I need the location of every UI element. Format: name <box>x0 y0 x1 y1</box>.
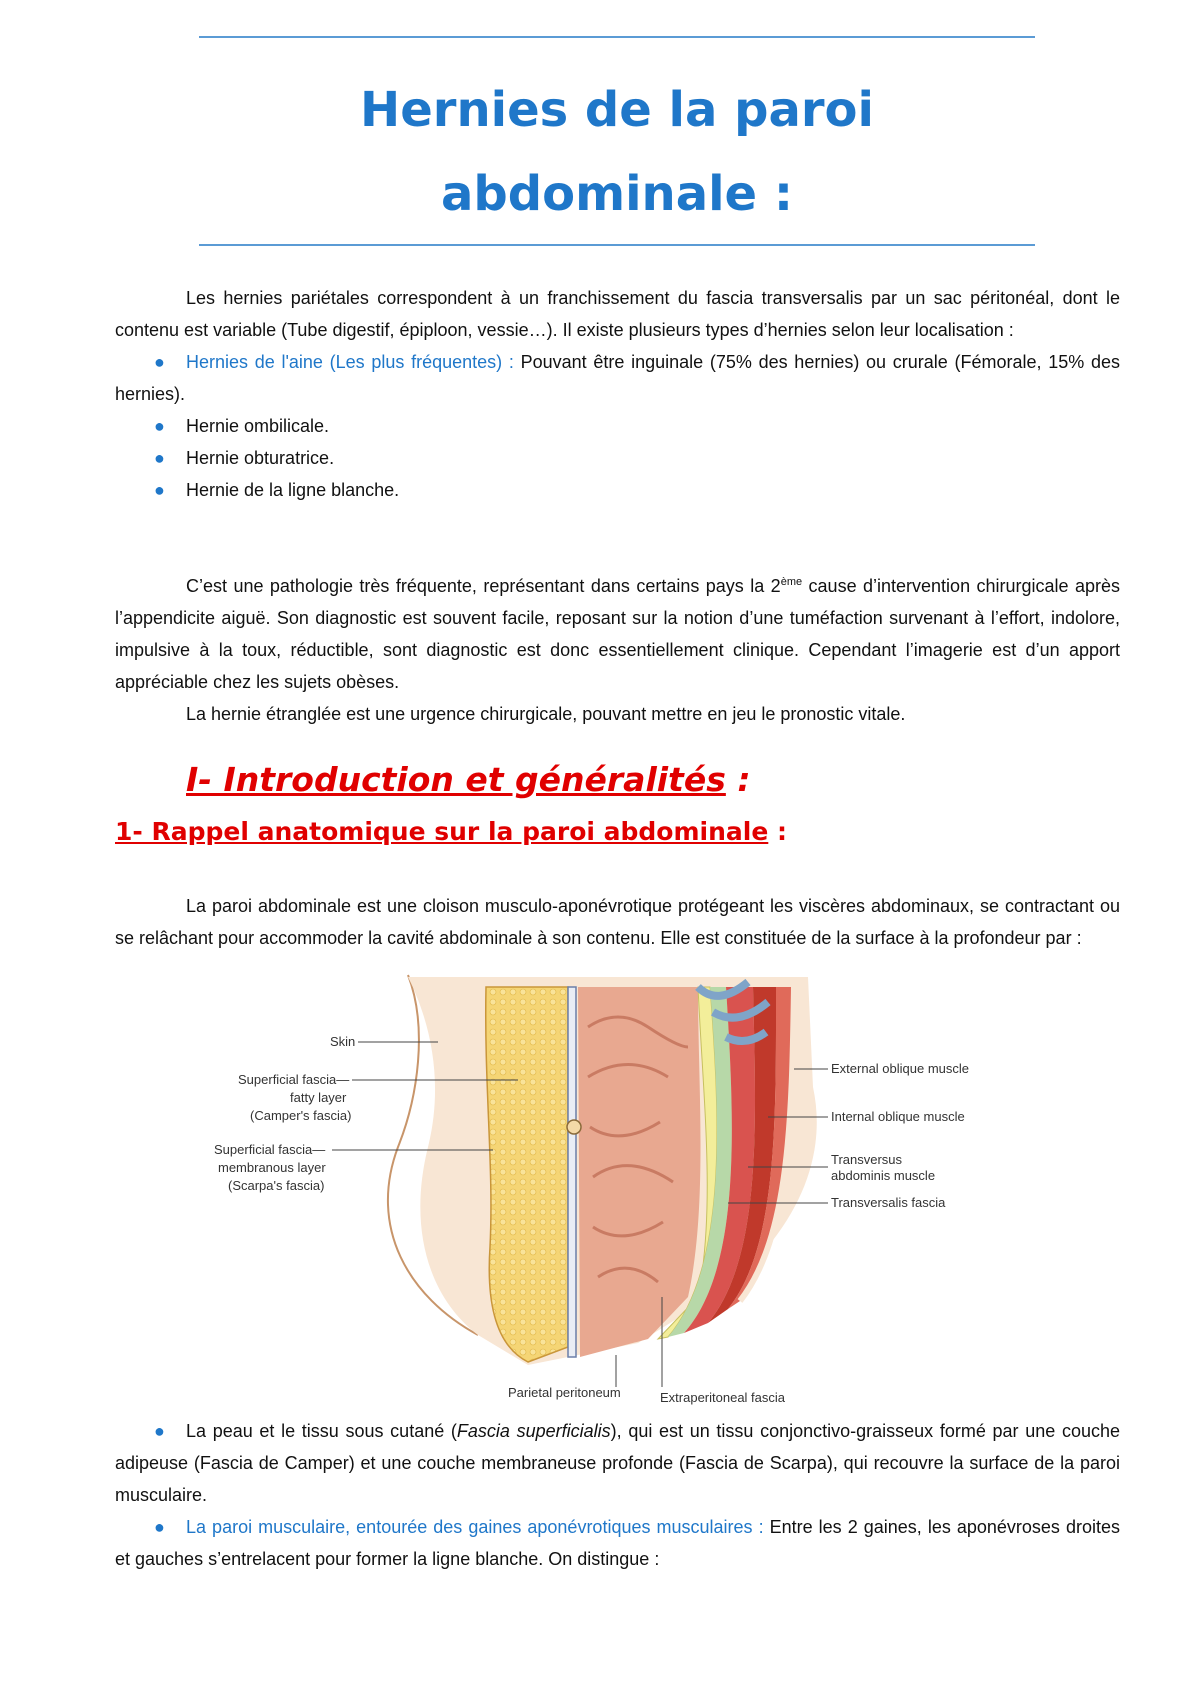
label-membranous-1: Superficial fascia— <box>214 1142 326 1157</box>
label-fatty-1: Superficial fascia— <box>238 1072 350 1087</box>
label-membranous-3: (Scarpa's fascia) <box>228 1178 325 1193</box>
hernia-types-list <box>115 346 1120 506</box>
layers-block <box>115 1415 1120 1575</box>
bullet-icon: ● <box>154 480 165 500</box>
fatty-layer <box>486 987 568 1362</box>
layers-list <box>115 1415 1120 1575</box>
label-transversus-2: abdominis muscle <box>831 1168 936 1183</box>
label-membranous-2: membranous layer <box>218 1160 326 1175</box>
label-internal-oblique: Internal oblique muscle <box>831 1109 965 1124</box>
list-item-label: Hernies de l'aine (Les plus fréquentes) : <box>186 352 514 372</box>
label-fatty-2: fatty layer <box>290 1090 347 1105</box>
bullet-icon: ● <box>154 1421 165 1441</box>
list-item: ● La paroi musculaire, entourée des gaines aponévrotiques musculaires : Entre les 2 gaines, les aponévroses droites et gauches s’entrelacent pour former la ligne blanche. On distingue : <box>115 1511 1120 1575</box>
label-transversus-1: Transversus <box>831 1152 903 1167</box>
intro-block <box>115 282 1120 506</box>
linea-alba <box>568 987 576 1357</box>
intestines <box>578 987 701 1357</box>
section-heading-1-1: 1- Rappel anatomique sur la paroi abdominale : <box>115 817 787 846</box>
title-rule-top <box>199 36 1035 38</box>
list-item <box>115 474 1120 506</box>
anatomy-block <box>115 890 1120 954</box>
pathology-paragraph: C’est une pathologie très fréquente, représentant dans certains pays la 2ème cause d’intervention chirurgicale après l’appendicite aiguë. Son diagnostic est souvent facile, reposant sur la notion d’une tuméfaction survenant à l’effort, indolore, impulsive à la toux, réductible, sont diagnostic est donc essentiellement clinique. Cependant l’imagerie est d’un apport appréciable chez les sujets obèses. <box>115 576 1121 692</box>
label-parietal-peritoneum: Parietal peritoneum <box>508 1385 621 1400</box>
title-line-2: abdominale : <box>440 166 794 222</box>
bullet-icon: ● <box>154 1517 165 1537</box>
umbilicus <box>567 1120 581 1134</box>
list-item-label: La paroi musculaire, entourée des gaines aponévrotiques musculaires : <box>186 1517 764 1537</box>
label-extraperitoneal-fascia: Extraperitoneal fascia <box>660 1390 786 1405</box>
label-external-oblique: External oblique muscle <box>831 1061 970 1076</box>
page-title <box>199 68 1035 236</box>
label-fatty-3: (Camper's fascia) <box>250 1108 352 1123</box>
title-rule-bottom <box>199 244 1035 246</box>
list-item-text: Pouvant être inguinale (75% des hernies) ou crurale (Fémorale, 15% des hernies). <box>115 352 1120 404</box>
title-line-1: Hernies de la paroi <box>360 82 874 138</box>
list-item-text: Hernie obturatrice. <box>186 448 335 468</box>
abdominal-wall-diagram <box>214 967 980 1407</box>
list-item <box>115 410 1120 442</box>
list-item <box>115 346 1120 410</box>
list-item <box>115 442 1120 474</box>
label-transversalis-fascia: Transversalis fascia <box>831 1195 946 1210</box>
bullet-icon: ● <box>154 352 165 372</box>
pathology-block <box>115 570 1120 730</box>
section-heading-1: I- Introduction et généralités : <box>186 760 751 799</box>
list-item-text: Hernie de la ligne blanche. <box>186 480 400 500</box>
strangulated-paragraph: La hernie étranglée est une urgence chirurgicale, pouvant mettre en jeu le pronostic vitale. <box>186 704 906 724</box>
bullet-icon: ● <box>154 448 165 468</box>
bullet-icon: ● <box>154 416 165 436</box>
intro-paragraph: Les hernies pariétales correspondent à un franchissement du fascia transversalis par un sac péritonéal, dont le contenu est variable (Tube digestif, épiploon, vessie…). Il existe plusieurs types d’hernies selon leur localisation : <box>115 288 1120 340</box>
list-item: ● La peau et le tissu sous cutané (Fascia superficialis), qui est un tissu conjonctivo-graisseux formé par une couche adipeuse (Fascia de Camper) et une couche membraneuse profonde (Fascia de Scarpa), qui recouvre la surface de la paroi musculaire. <box>115 1415 1120 1511</box>
list-item-text: Hernie ombilicale. <box>186 416 330 436</box>
anatomy-paragraph: La paroi abdominale est une cloison musculo-aponévrotique protégeant les viscères abdominaux, se contractant ou se relâchant pour accommoder la cavité abdominale à son contenu. Elle est constituée de la surface à la profondeur par : <box>115 896 1120 948</box>
label-skin: Skin <box>330 1034 356 1049</box>
